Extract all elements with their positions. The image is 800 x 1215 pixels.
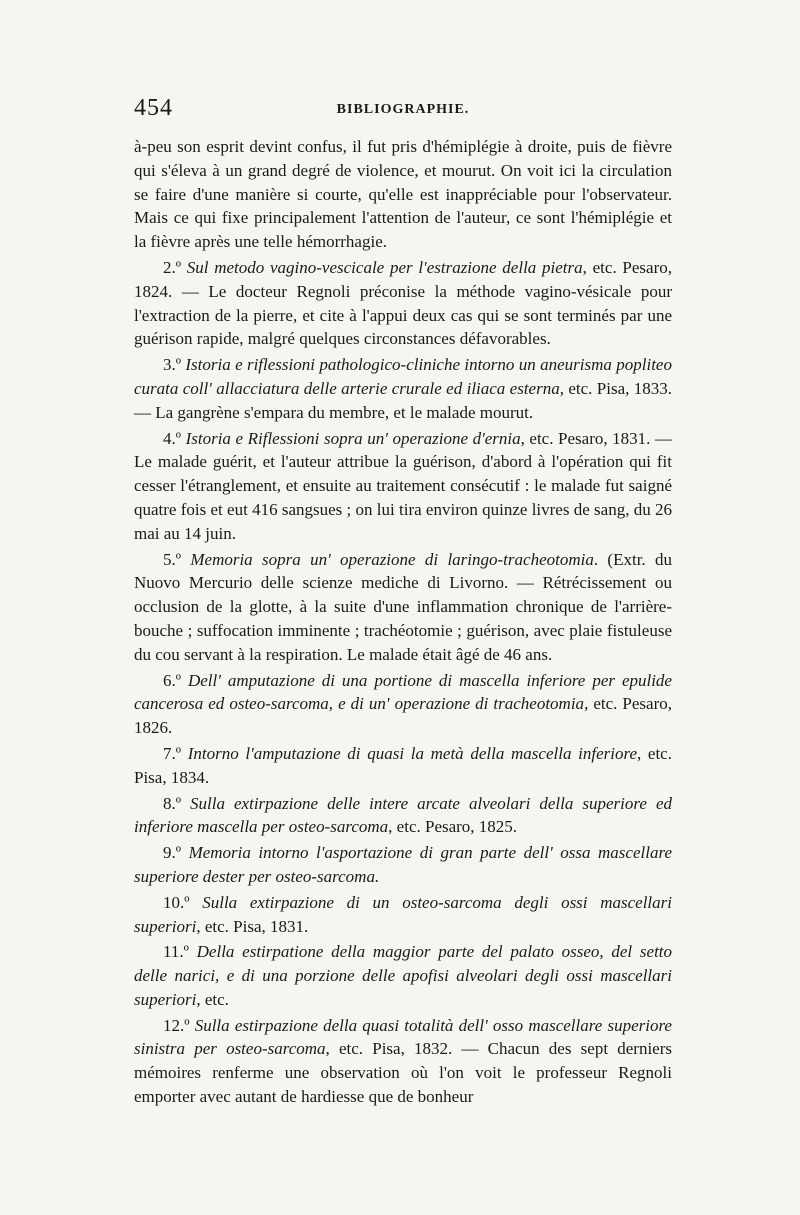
bibliography-entry-11 <box>134 940 672 1011</box>
running-head: BIBLIOGRAPHIE. <box>336 102 470 117</box>
entry-title: Della estirpatione della maggior parte del palato osseo, del setto delle narici, e di una porzione delle apofisi alveolari degli ossi mascellari superiori <box>134 942 673 1009</box>
bibliography-entry-7 <box>134 742 672 790</box>
entry-number: 10.º <box>163 892 203 912</box>
entry-text: , etc. Pesaro, 1826. <box>134 694 673 738</box>
entry-text: . (Extr. du Nuovo Mercurio delle scienze mediche di Livorno. — Rétrécissement ou occlusion de la glotte, à la suite d'une inflammation chronique de l'arrière-bouche ; suffocation imminente ; trachéotomie ; guérison, avec plaie fistuleuse du cou servant à la respiration. Le malade était âgé de 46 ans. <box>134 549 672 664</box>
paragraph-text: à-peu son esprit devint confus, il fut pris d'hémiplégie à droite, puis de fièvre qui s'éleva à un grand degré de violence, et mourut. On voit ici la circulation se faire d'une manière si courte, qu'elle est inappréciable pour l'observateur. Mais ce qui fixe principalement l'attention de l'auteur, ce sont l'hémiplégie et la fièvre après une telle hémorrhagie. <box>134 137 672 252</box>
entry-number: 2.º <box>163 257 187 277</box>
entry-number: 6.º <box>163 670 188 690</box>
entry-title: Memoria sopra un' operazione di laringo-tracheotomia <box>190 549 594 569</box>
entry-number: 4.º <box>163 428 186 448</box>
bibliography-entry-3 <box>134 353 672 424</box>
entry-text: , etc. Pesaro, 1825. <box>388 817 518 837</box>
page-number: 454 <box>134 95 173 121</box>
entry-text: , etc. Pesaro, 1824. — Le docteur Regnoli préconise la méthode vagino-vésicale pour l'extraction de la pierre, et cite à l'appui deux cas qui se sont terminés par une guérison rapide, malgré quelques circonstances défavorables. <box>134 257 673 349</box>
entry-title: Dell' amputazione di una portione di mascella inferiore per epulide cancerosa ed osteo-sarcoma, e di un' operazione di tracheotomia <box>134 670 672 714</box>
bibliography-entry-4 <box>134 427 672 546</box>
entry-text: , etc. Pesaro, 1831. — Le malade guérit, et l'auteur attribue la guérison, d'abord à l'opération qui fit cesser l'étranglement, et ensuite au traitement consécutif : le malade fut saigné quatre fois et eut 416 sangsues ; on lui tira environ quinze livres de sang, du 26 mai au 14 juin. <box>134 428 672 543</box>
document-body <box>134 135 672 1109</box>
entry-text: , etc. Pisa, 1833. — La gangrène s'empara du membre, et le malade mourut. <box>134 378 672 422</box>
entry-number: 11.º <box>163 942 197 962</box>
entry-number: 12.º <box>163 1015 195 1035</box>
entry-number: 9.º <box>163 843 189 863</box>
entry-number: 3.º <box>163 355 186 375</box>
bibliography-entry-10 <box>134 891 672 939</box>
paragraph-continuation <box>134 135 672 254</box>
entry-title: Sulla estirpazione della quasi totalità dell' osso mascellare superiore sinistra per osteo-sarcoma <box>134 1015 672 1059</box>
page-header <box>134 95 672 135</box>
entry-title: Memoria intorno l'asportazione di gran parte dell' ossa mascellare superiore dester per osteo-sarcoma. <box>134 843 672 886</box>
bibliography-entry-9 <box>134 841 672 889</box>
bibliography-entry-12 <box>134 1014 672 1109</box>
entry-title: Sul metodo vagino-vescicale per l'estrazione della pietra <box>186 257 583 277</box>
bibliography-entry-6 <box>134 669 672 740</box>
entry-text: , etc. Pisa, 1834. <box>134 743 672 787</box>
bibliography-entry-5 <box>134 548 672 667</box>
entry-text: , etc. Pisa, 1831. <box>196 916 309 936</box>
entry-text: , etc. Pisa, 1832. — Chacun des sept derniers mémoires renferme une observation où l'on voit le professeur Regnoli emporter avec autant de hardiesse que de bonheur <box>134 1039 672 1107</box>
bibliography-entry-2 <box>134 256 672 351</box>
entry-number: 5.º <box>163 549 191 569</box>
bibliography-entry-8 <box>134 792 672 840</box>
entry-title: Sulla extirpazione delle intere arcate alveolari della superiore ed inferiore mascella per osteo-sarcoma <box>134 793 672 837</box>
entry-number: 8.º <box>163 793 191 813</box>
entry-title: Istoria e Riflessioni sopra un' operazione d'ernia <box>185 428 521 448</box>
entry-number: 7.º <box>163 743 188 763</box>
entry-title: Istoria e riflessioni pathologico-cliniche intorno un aneurisma popliteo curata coll' allacciatura delle arterie crurale ed iliaca esterna <box>134 355 672 398</box>
entry-text: , etc. <box>196 989 229 1009</box>
entry-title: Intorno l'amputazione di quasi la metà della mascella inferiore <box>187 743 637 763</box>
entry-title: Sulla extirpazione di un osteo-sarcoma degli ossi mascellari superiori <box>134 892 672 936</box>
